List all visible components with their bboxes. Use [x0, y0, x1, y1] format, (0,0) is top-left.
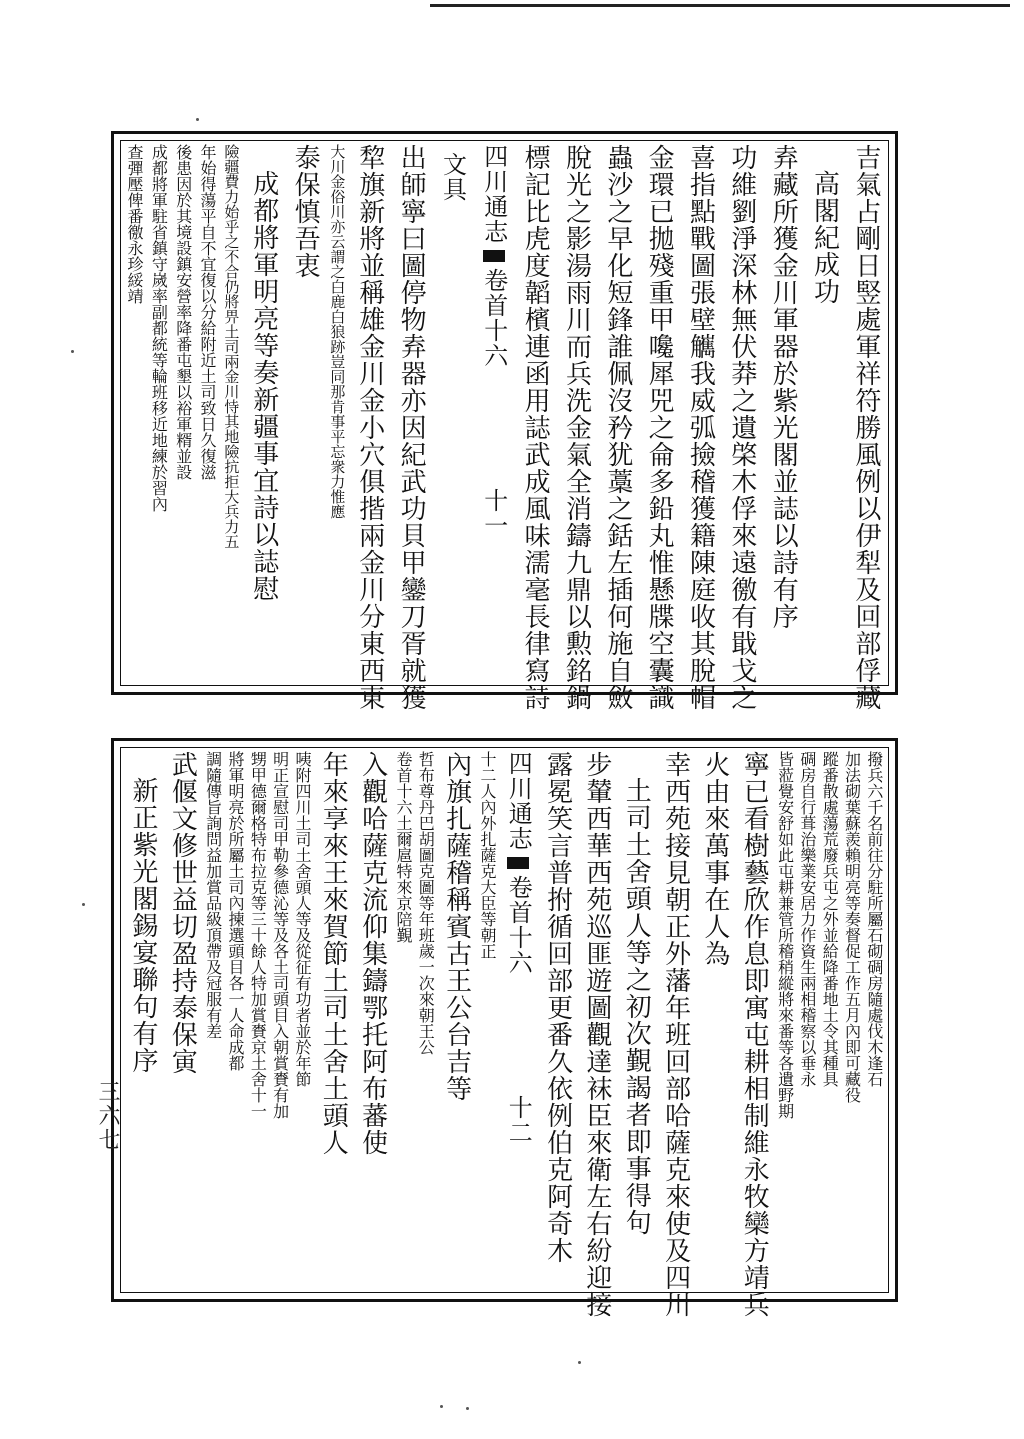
running-header: [501, 751, 535, 1289]
text-column: 年來享來王來賀節土司土舍土頭人: [318, 751, 349, 1156]
text-column: 查彈壓俾番徼永珍綏靖: [125, 144, 144, 304]
section-heading: 文具: [438, 152, 467, 202]
text-column: 加法砌葉蘇羨賴明亮等奏督促工作五月內即可藏役: [842, 751, 862, 1103]
text-column: 金環已拋殘重甲嚵犀兕之侖多鉛丸惟懸牒空囊識: [644, 144, 675, 711]
text-column: 明正宣慰司甲勒參德沁等及各土司頭目入朝賞賚有加: [270, 751, 290, 1119]
text-column: 標記比虎度韜檳連函用誌武成風味濡毫長律寫詩: [520, 144, 551, 711]
header-title-part: 卷首十六: [504, 875, 533, 975]
lower-text-columns: [126, 751, 884, 1318]
top-edge-line: [430, 4, 1010, 7]
scan-speck: [440, 1405, 443, 1408]
text-column: 犂旗新將並稱雄金川金小穴俱揩兩金川分東西東: [354, 144, 385, 711]
text-column: 碉房自行葺治樂業安居力作資生兩相稽察以垂永: [797, 751, 817, 1087]
scan-speck: [71, 350, 74, 353]
text-column: 年始得蕩平自不宜復以分給附近土司致日久復滋: [198, 144, 218, 480]
text-column: 弆藏所獲金川軍器於紫光閣並誌以詩有序: [768, 144, 799, 630]
upper-text-columns: [125, 144, 883, 711]
folio-number: 十二: [504, 1095, 533, 1145]
scan-speck: [196, 118, 199, 121]
text-column: 內旗扎薩稽稱賓古王公台吉等: [441, 751, 472, 1102]
text-column: 皆蒞覺安舒如此屯耕兼管所稽稍縱將來番等各遺野期: [775, 751, 795, 1119]
text-column: 入觀哈薩克流仰集鑄鄂托阿布蕃使: [357, 751, 388, 1156]
text-column: 火由來萬事在人為: [699, 751, 730, 967]
text-column: 甥甲德爾格特布拉克等三十餘人特加賞賚京土舍十一: [248, 751, 268, 1119]
text-column: 成都將軍駐省鎮守嵗率副都統等輪班移近地練於習內: [149, 144, 169, 512]
scan-speck: [466, 1407, 469, 1410]
text-column: 露冕笑言普拊循回部更番久依例伯克阿奇木: [542, 751, 573, 1264]
fishtail-mark: [507, 857, 529, 869]
upper-page-frame: [111, 131, 898, 711]
text-column: 步輦西華西苑巡匪遊圖觀達袜臣來衛左右紛迎接: [581, 751, 612, 1318]
text-column: 撥兵六千名前往分駐所屬石砌碉房隨處伐木逢石: [864, 751, 884, 1087]
text-column: 成都將軍明亮等奏新疆事宜詩以誌慰: [248, 170, 279, 602]
text-column: 土司土舍頭人等之初次覲謁者即事得句: [621, 777, 652, 1236]
text-column: 新正紫光閣錫宴聯句有序: [128, 777, 158, 1074]
page-number: 三六七: [95, 1080, 120, 1152]
text-column: 卷首十六土爾扈特來京陪覲: [393, 751, 413, 943]
fishtail-mark: [483, 250, 505, 262]
text-column: 哲布尊丹巴胡圖克圖等年班歲一次來朝王公: [416, 751, 436, 1055]
text-column: 大川金俗川亦云謂之白鹿白狼跡豈同那肯事平忘衆力惟應: [328, 144, 347, 519]
header-title-part: 卷首十六: [479, 268, 508, 368]
text-column: 泰保慎吾衷: [290, 144, 321, 279]
text-column: 幸西苑接見朝正外藩年班回部哈薩克來使及四川: [660, 751, 691, 1318]
text-column: 出師寧曰圖停物弆器亦因紀武功貝甲鑾刀胥就獲: [396, 144, 427, 711]
text-column: 蟲沙之早化短鋒誰佩沒矜犹藁之銛左插何施自斂: [602, 144, 633, 711]
scan-speck: [82, 903, 85, 906]
text-column: 十二人內外扎薩克大臣等朝正: [477, 751, 497, 959]
text-column: 後患因於其境設鎮安營率降番屯墾以裕軍糈並設: [173, 144, 193, 480]
text-column: 武偃文修世益切盈持泰保寅: [167, 751, 198, 1075]
text-column: 高閣紀成功: [809, 170, 840, 305]
text-column: 蹤番散處蕩荒廢兵屯之外並給降番地土令其種具: [820, 751, 840, 1087]
folio-number: 十一: [479, 488, 508, 538]
text-column: 調隨傳旨詢問益加賞品級頂帶及冠服有差: [203, 751, 223, 1039]
text-column: 咦附四川土司土舍頭人等及從征有功者並於年節: [292, 751, 312, 1087]
scan-speck: [578, 1361, 581, 1364]
text-column: 寧已看樹藝欣作息即寓屯耕相制維永牧欒方靖兵: [739, 751, 770, 1318]
running-header: [477, 144, 511, 682]
text-column: 功維劉淨深林無伏莽之遺棨木俘來遠徼有戢戈之: [726, 144, 757, 711]
text-column: 險疆費力始乎之不合仍將畀土司兩金川恃其地險抗拒大兵力五: [222, 144, 241, 549]
text-column: 將軍明亮於所屬土司內揀選頭目各一人命成都: [225, 751, 245, 1071]
header-title-part: 四川通志: [504, 751, 533, 851]
text-column: 喜指點戰圖張壁觽我威弧撿稽獲籍陳庭收其脫帽: [685, 144, 716, 711]
text-column: 脫光之影湯雨川而兵洗金氣全消鑄九鼎以勲銘鍋: [561, 144, 592, 711]
header-title-part: 四川通志: [479, 144, 508, 244]
lower-page-frame: [111, 738, 898, 1318]
text-column: 吉氣占剛日竪處軍祥符勝風例以伊犁及回部俘藏: [850, 144, 881, 711]
